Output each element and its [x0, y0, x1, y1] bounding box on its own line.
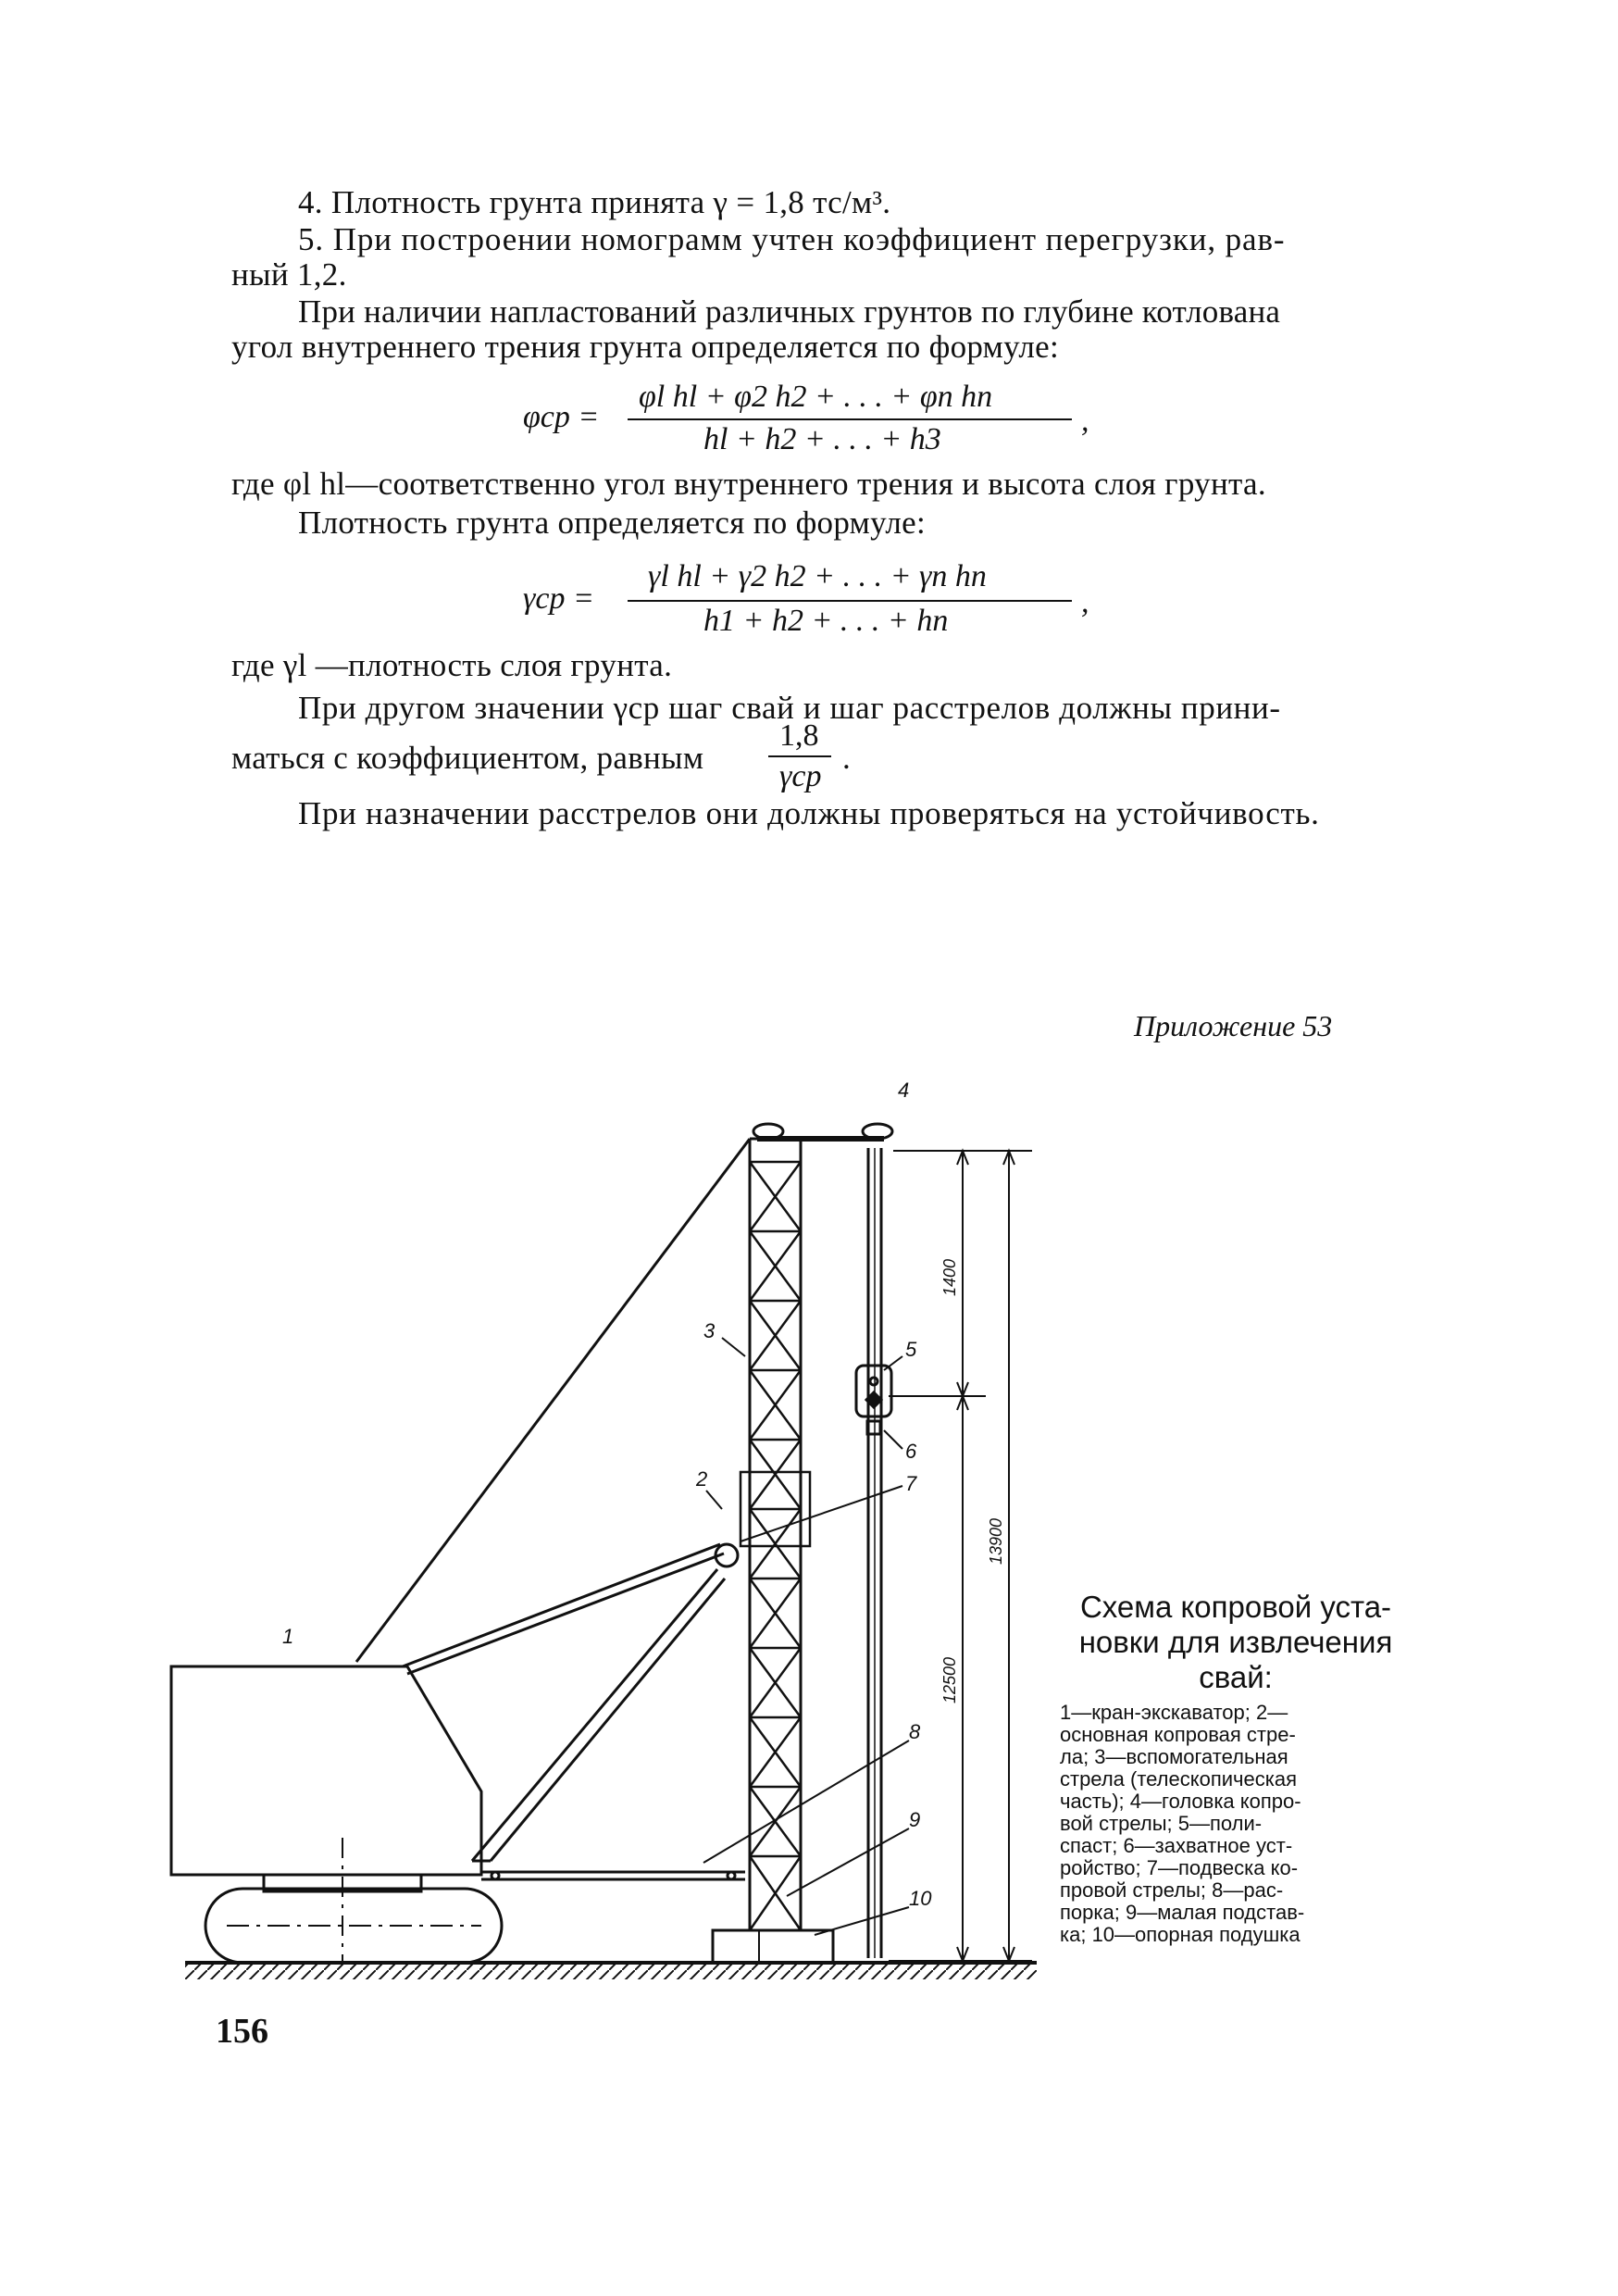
boom-stay: [356, 1139, 750, 1662]
struts-text: При назначении расстрелов они должны проверяться на устойчивость.: [298, 795, 1320, 831]
boom-head: [753, 1124, 892, 1139]
label-3: 3: [703, 1319, 716, 1342]
callout-leaders: [703, 1338, 909, 1935]
label-2: 2: [696, 1467, 708, 1491]
label-9: 9: [909, 1808, 921, 1831]
pile-guide: [868, 1148, 881, 1958]
legend-line: ка; 10—опорная подушка: [1060, 1923, 1301, 1946]
formula-phi-comma: ,: [1081, 404, 1089, 438]
legend-line: часть); 4—головка копро-: [1060, 1790, 1301, 1813]
label-6: 6: [905, 1440, 917, 1463]
formula-phi-numerator: φl hl + φ2 h2 + . . . + φn hn: [639, 380, 993, 414]
gamma-where-text: где γl —плотность слоя грунта.: [231, 647, 673, 683]
ground-hatch: [185, 1963, 1037, 1979]
legend-line: стрела (телескопическая: [1060, 1767, 1297, 1791]
dim-1400: 1400: [940, 1258, 959, 1296]
note-item-5-line1: 5. При построении номограмм учтен коэффициент перегрузки, рав-: [298, 221, 1286, 257]
caption-legend: [1060, 1702, 1416, 1946]
dim-12500: 12500: [940, 1656, 959, 1703]
legend-line: основная копровая стре-: [1060, 1723, 1296, 1746]
formula-gamma-comma: ,: [1081, 585, 1089, 619]
step-text-line2: маться с коэффициентом, равным: [231, 740, 704, 776]
formula-phi-denominator: hl + h2 + . . . + h3: [703, 422, 941, 456]
label-4: 4: [898, 1079, 910, 1102]
layers-text-line1: При наличии напластований различных грунтов по глубине котлована: [298, 293, 1281, 330]
step-fraction-denominator: γср: [779, 759, 822, 793]
formula-gamma-lhs: γср =: [523, 581, 594, 616]
step-text-period: .: [842, 740, 852, 776]
legend-line: ла; 3—вспомогательная: [1060, 1745, 1288, 1768]
appendix-label: Приложение 53: [1134, 1009, 1333, 1042]
legend-line: ройство; 7—подвеска ко-: [1060, 1856, 1299, 1879]
legend-line: 1—кран-экскаватор; 2—: [1060, 1701, 1288, 1724]
phi-where-text: где φl hl—соответственно угол внутреннего трения и высота слоя грунта.: [231, 466, 1266, 502]
label-10: 10: [909, 1887, 932, 1910]
formula-gamma-denominator: h1 + h2 + . . . + hn: [703, 604, 949, 638]
legend-line: спаст; 6—захватное уст-: [1060, 1834, 1293, 1857]
pulley-block: [856, 1366, 891, 1434]
page-number: 156: [216, 2012, 268, 2051]
step-fraction-numerator: 1,8: [779, 718, 819, 753]
caption-title-line2: новки для извлечения: [1078, 1625, 1393, 1659]
label-7: 7: [905, 1472, 917, 1495]
label-1: 1: [282, 1625, 294, 1648]
formula-gamma-numerator: γl hl + γ2 h2 + . . . + γn hn: [648, 559, 987, 593]
label-8: 8: [909, 1720, 921, 1743]
layers-text-line2: угол внутреннего трения грунта определяется по формуле:: [231, 329, 1059, 365]
pile-driver-tower: [741, 1139, 810, 1930]
formula-phi-lhs: φср =: [523, 400, 600, 434]
crane-excavator: [171, 1666, 502, 1963]
step-text-line1: При другом значении γср шаг свай и шаг расстрелов должны прини-: [298, 690, 1281, 726]
main-boom: [403, 1544, 745, 1879]
note-item-5-line2: ный 1,2.: [231, 256, 347, 293]
caption-title-line3: свай:: [1199, 1660, 1273, 1694]
label-5: 5: [905, 1338, 917, 1361]
legend-line: порка; 9—малая подстав-: [1060, 1901, 1305, 1924]
legend-line: вой стрелы; 5—поли-: [1060, 1812, 1263, 1835]
note-item-4: 4. Плотность грунта принята γ = 1,8 тс/м³.: [298, 184, 891, 220]
dimension-labels: [940, 1259, 1005, 1703]
legend-line: провой стрелы; 8—рас-: [1060, 1878, 1284, 1902]
dimension-lines: [889, 1151, 1032, 1961]
caption-title-line1: Схема копровой уста-: [1079, 1590, 1392, 1624]
dim-13900: 13900: [987, 1517, 1005, 1565]
density-intro-text: Плотность грунта определяется по формуле:: [298, 505, 926, 541]
